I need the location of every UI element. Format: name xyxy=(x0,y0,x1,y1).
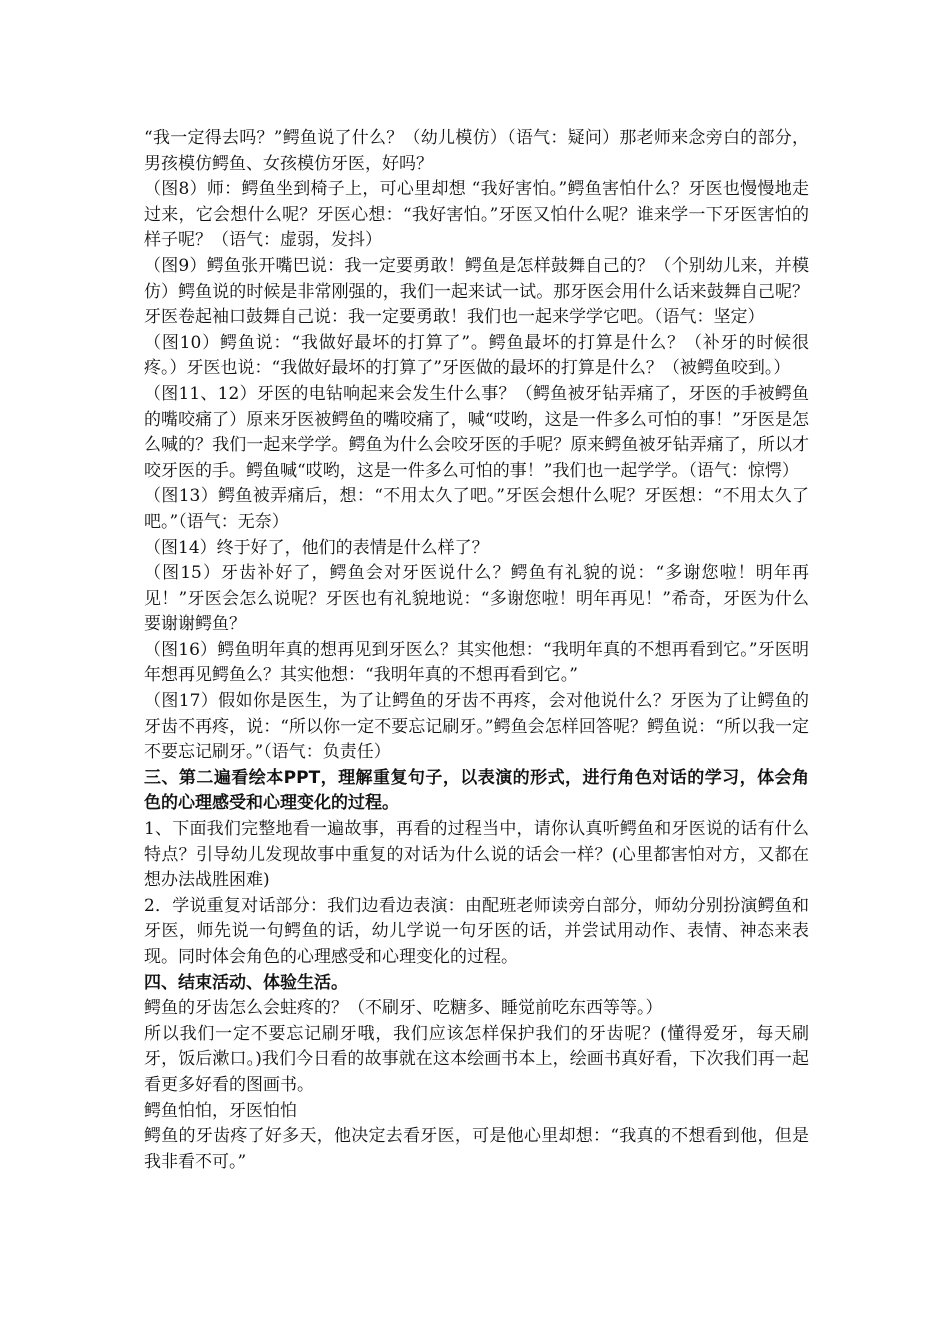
paragraph: （图11、12）牙医的电钻响起来会发生什么事？（鳄鱼被牙钻弄痛了，牙医的手被鳄鱼的嘴咬痛了）原来牙医被鳄鱼的嘴咬痛了，喊“哎哟，这是一件多么可怕的事！”牙医是怎么喊的？我们一起来学学。鳄鱼为什么会咬牙医的手呢？原来鳄鱼被牙钻弄痛了，所以才咬牙医的手。鳄鱼喊“哎哟，这是一件多么可怕的事！”我们也一起学学。（语气：惊愕） xyxy=(144,383,809,481)
paragraph: 鳄鱼的牙齿疼了好多天，他决定去看牙医，可是他心里却想：“我真的不想看到他，但是我非看不可。” xyxy=(144,1126,809,1172)
paragraph: （图13）鳄鱼被弄痛后，想：“不用太久了吧。”牙医会想什么呢？牙医想：“不用太久了吧。”（语气：无奈） xyxy=(144,486,809,532)
paragraph: （图10）鳄鱼说：“我做好最坏的打算了”。鳄鱼最坏的打算是什么？（补牙的时候很疼。）牙医也说：“我做好最坏的打算了”牙医做的最坏的打算是什么？（被鳄鱼咬到。） xyxy=(144,332,809,379)
paragraph: （图9）鳄鱼张开嘴巴说：我一定要勇敢！鳄鱼是怎样鼓舞自己的？（个别幼儿来，并模仿）鳄鱼说的时候是非常刚强的，我们一起来试一试。那牙医会用什么话来鼓舞自己呢？牙医卷起袖口鼓舞自己说：我一定要勇敢！我们也一起来学学它吧。（语气：坚定） xyxy=(144,255,809,328)
paragraph: （图17）假如你是医生，为了让鳄鱼的牙齿不再疼，会对他说什么？牙医为了让鳄鱼的牙齿不再疼，说：“所以你一定不要忘记刷牙。”鳄鱼会怎样回答呢？鳄鱼说：“所以我一定不要忘记刷牙。”（语气：负责任） xyxy=(144,691,809,763)
paragraph: 所以我们一定不要忘记刷牙哦，我们应该怎样保护我们的牙齿呢？(懂得爱牙，每天刷牙，饭后漱口。)我们今日看的故事就在这本绘画书本上，绘画书真好看，下次我们再一起看更多好看的图画书。 xyxy=(144,1023,809,1095)
paragraph: 鳄鱼的牙齿怎么会蛀疼的？（不刷牙、吃糖多、睡觉前吃东西等等。） xyxy=(144,998,663,1019)
paragraph: “我一定得去吗？”鳄鱼说了什么？（幼儿模仿）（语气：疑问）那老师来念旁白的部分，男孩模仿鳄鱼、女孩模仿牙医，好吗？ xyxy=(144,128,809,174)
section-heading: 三、第二遍看绘本PPT，理解重复句子，以表演的形式，进行角色对话的学习，体会角色的心理感受和心理变化的过程。 xyxy=(144,767,809,814)
story-title: 鳄鱼怕怕，牙医怕怕 xyxy=(144,1100,297,1121)
paragraph: 1、下面我们完整地看一遍故事，再看的过程当中，请你认真听鳄鱼和牙医说的话有什么特点？引导幼儿发现故事中重复的对话为什么说的话会一样？(心里都害怕对方，又都在想办法战胜困难) xyxy=(144,819,809,891)
paragraph: 2．学说重复对话部分：我们边看边表演：由配班老师读旁白部分，师幼分别扮演鳄鱼和牙医，师先说一句鳄鱼的话，幼儿学说一句牙医的话，并尝试用动作、表情、神态来表现。同时体会角色的心理感受和心理变化的过程。 xyxy=(144,895,809,967)
section-heading: 四、结束活动、体验生活。 xyxy=(144,972,348,993)
paragraph: （图8）师：鳄鱼坐到椅子上，可心里却想 “我好害怕。”鳄鱼害怕什么？牙医也慢慢地走过来，它会想什么呢？牙医心想：“我好害怕。”牙医又怕什么呢？谁来学一下牙医害怕的样子呢？（语气：虚弱，发抖） xyxy=(144,179,809,251)
paragraph: （图15）牙齿补好了，鳄鱼会对牙医说什么？鳄鱼有礼貌的说：“多谢您啦！明年再见！”牙医会怎么说呢？牙医也有礼貌地说：“多谢您啦！明年再见！”希奇，牙医为什么要谢谢鳄鱼？ xyxy=(144,563,809,635)
document-page xyxy=(144,126,809,1175)
paragraph: （图16）鳄鱼明年真的想再见到牙医么？其实他想：“我明年真的不想再看到它。”牙医明年想再见鳄鱼么？其实他想：“我明年真的不想再看到它。” xyxy=(144,639,809,686)
paragraph: （图14）终于好了，他们的表情是什么样了？ xyxy=(144,537,489,558)
